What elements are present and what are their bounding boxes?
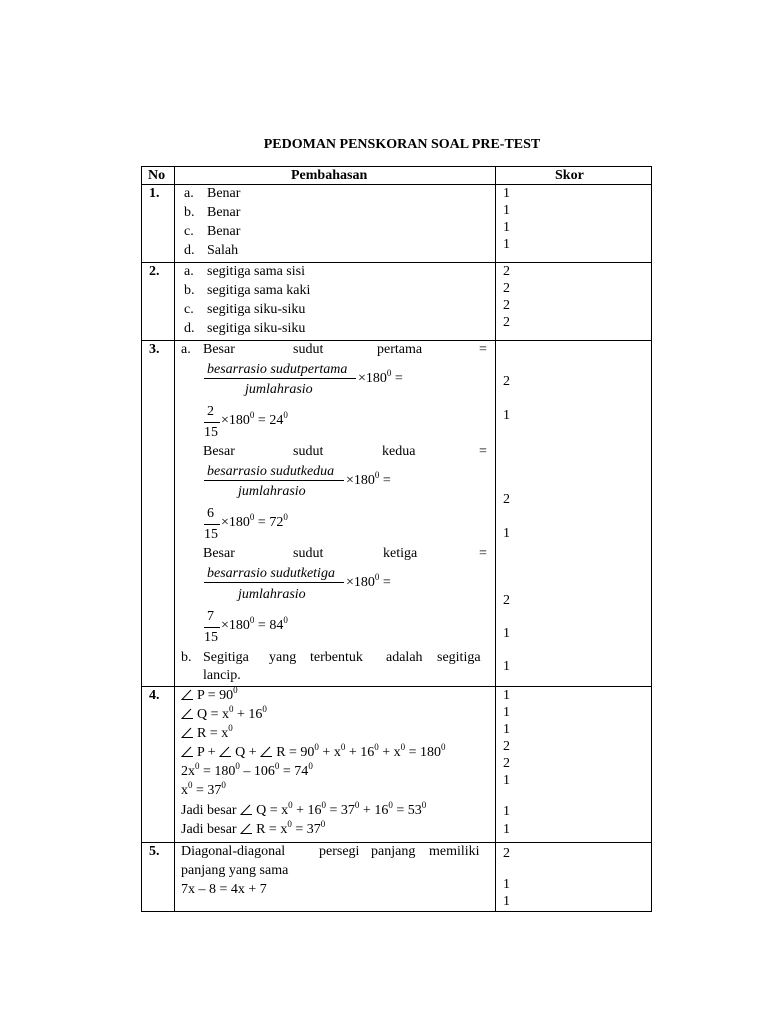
score: 1	[503, 203, 510, 218]
fraction-denominator: jumlahrasio	[245, 382, 313, 397]
rubric-table	[141, 166, 651, 912]
fraction-bar	[204, 524, 220, 525]
calc-result: $\times 180^0 = 72^0$	[221, 512, 288, 530]
table-border-left	[141, 166, 142, 912]
work-line: $R = x^0$	[181, 726, 233, 742]
fraction-bar	[204, 627, 220, 628]
score: 1	[503, 877, 510, 892]
word: kedua	[382, 444, 416, 459]
fraction-numerator: 7	[207, 609, 214, 624]
work-line: $P = 90^0$	[181, 688, 238, 704]
angle-icon	[181, 746, 194, 757]
question-number: 3.	[149, 342, 160, 357]
score: 1	[503, 894, 510, 909]
multiplier: $\times 180^0$ =	[346, 470, 391, 488]
work-line: $x^0 = 37^0$	[181, 780, 226, 798]
question-number: 4.	[149, 688, 160, 703]
fraction-denominator: 15	[204, 630, 218, 645]
score: 2	[503, 593, 510, 608]
word: persegi	[319, 844, 360, 859]
item-text: Benar	[207, 205, 241, 220]
fraction-denominator: 15	[204, 425, 218, 440]
equals-sign: =	[479, 342, 487, 357]
fraction-bar	[204, 422, 220, 423]
row-divider	[141, 262, 652, 263]
angle-icon	[240, 804, 253, 815]
angle-icon	[219, 746, 232, 757]
question-number: 1.	[149, 186, 160, 201]
fraction-bar	[204, 378, 356, 379]
score: 2	[503, 756, 510, 771]
score: 2	[503, 315, 510, 330]
item-letter: c.	[184, 224, 194, 239]
table-border-bottom	[141, 911, 652, 912]
item-letter: a.	[181, 342, 191, 357]
work-line: 7x – 8 = 4x + 7	[181, 882, 267, 897]
angle-icon	[181, 689, 194, 700]
table-border-right	[651, 166, 652, 912]
word: terbentuk	[310, 650, 363, 665]
column-divider	[495, 166, 496, 912]
score: 1	[503, 220, 510, 235]
score: 2	[503, 281, 510, 296]
fraction-denominator: 15	[204, 527, 218, 542]
item-letter: a.	[184, 186, 194, 201]
angle-icon	[260, 746, 273, 757]
score: 2	[503, 264, 510, 279]
angle-icon	[240, 823, 253, 834]
equals-sign: =	[479, 444, 487, 459]
calc-result: $\times 180^0 = 84^0$	[221, 615, 288, 633]
work-line: Jadi besar $R = x^0 = 37^0$	[181, 819, 326, 837]
equals-sign: =	[479, 546, 487, 561]
word: adalah	[386, 650, 423, 665]
item-text: lancip.	[203, 668, 241, 683]
score: 2	[503, 492, 510, 507]
item-letter: b.	[184, 205, 195, 220]
fraction-numerator: besarrasio sudutketiga	[207, 566, 335, 581]
item-text: Benar	[207, 224, 241, 239]
column-divider	[174, 166, 175, 912]
angle-icon	[181, 727, 194, 738]
multiplier: $\times 180^0$ =	[358, 368, 403, 386]
fraction-numerator: besarrasio sudutpertama	[207, 362, 348, 377]
score: 2	[503, 739, 510, 754]
item-text: segitiga sama sisi	[207, 264, 305, 279]
word: Besar	[203, 342, 235, 357]
row-divider	[141, 842, 652, 843]
word: Segitiga	[203, 650, 249, 665]
score: 1	[503, 626, 510, 641]
score: 1	[503, 237, 510, 252]
table-border-top	[141, 166, 652, 167]
score: 2	[503, 846, 510, 861]
header-no: No	[148, 168, 166, 183]
word: panjang	[371, 844, 416, 859]
word: segitiga	[437, 650, 481, 665]
work-line: panjang yang sama	[181, 863, 289, 878]
score: 1	[503, 688, 510, 703]
word: Besar	[203, 546, 235, 561]
header-pembahasan: Pembahasan	[291, 168, 368, 183]
fraction-numerator: 2	[207, 404, 214, 419]
word: Diagonal-diagonal	[181, 844, 286, 859]
calc-result: $\times 180^0 = 24^0$	[221, 410, 288, 428]
work-line: $2x^0 = 180^0 - 106^0 = 74^0$	[181, 761, 313, 779]
item-letter: d.	[184, 321, 195, 336]
item-text: segitiga siku-siku	[207, 321, 306, 336]
word: Besar	[203, 444, 235, 459]
page-title: PEDOMAN PENSKORAN SOAL PRE-TEST	[263, 137, 541, 152]
fraction-numerator: besarrasio sudutkedua	[207, 464, 335, 479]
item-letter: b.	[181, 650, 192, 665]
score: 1	[503, 722, 510, 737]
angle-icon	[181, 708, 194, 719]
score: 1	[503, 705, 510, 720]
word: pertama	[377, 342, 423, 357]
question-number: 2.	[149, 264, 160, 279]
item-letter: a.	[184, 264, 194, 279]
score: 1	[503, 186, 510, 201]
word: sudut	[293, 342, 324, 357]
question-number: 5.	[149, 844, 160, 859]
item-letter: d.	[184, 243, 195, 258]
score: 1	[503, 526, 510, 541]
score: 1	[503, 822, 510, 837]
header-divider	[141, 184, 652, 185]
fraction-bar	[204, 480, 344, 481]
fraction-bar	[204, 582, 344, 583]
work-line: Jadi besar $Q = x^0 + 16^0 = 37^0 + 16^0 = 53^0$	[181, 800, 427, 818]
score: 1	[503, 659, 510, 674]
item-text: Salah	[207, 243, 239, 258]
word: sudut	[293, 444, 324, 459]
word: yang	[269, 650, 297, 665]
row-divider	[141, 686, 652, 687]
row-divider	[141, 340, 652, 341]
work-line: $Q = x^0 + 16^0$	[181, 707, 267, 723]
score: 2	[503, 374, 510, 389]
item-text: segitiga siku-siku	[207, 302, 306, 317]
item-text: Benar	[207, 186, 241, 201]
score: 2	[503, 298, 510, 313]
item-letter: c.	[184, 302, 194, 317]
score: 1	[503, 408, 510, 423]
word: memiliki	[429, 844, 480, 859]
work-line: P + Q + $R = 90^0 + x^0 + 16^0 + x^0 = 180^0$	[181, 745, 446, 761]
score: 1	[503, 773, 510, 788]
header-skor: Skor	[555, 168, 584, 183]
item-letter: b.	[184, 283, 195, 298]
fraction-denominator: jumlahrasio	[238, 484, 306, 499]
fraction-numerator: 6	[207, 506, 214, 521]
word: sudut	[293, 546, 324, 561]
multiplier: $\times 180^0$ =	[346, 572, 391, 590]
score: 1	[503, 804, 510, 819]
item-text: segitiga sama kaki	[207, 283, 311, 298]
word: ketiga	[383, 546, 418, 561]
fraction-denominator: jumlahrasio	[238, 587, 306, 602]
